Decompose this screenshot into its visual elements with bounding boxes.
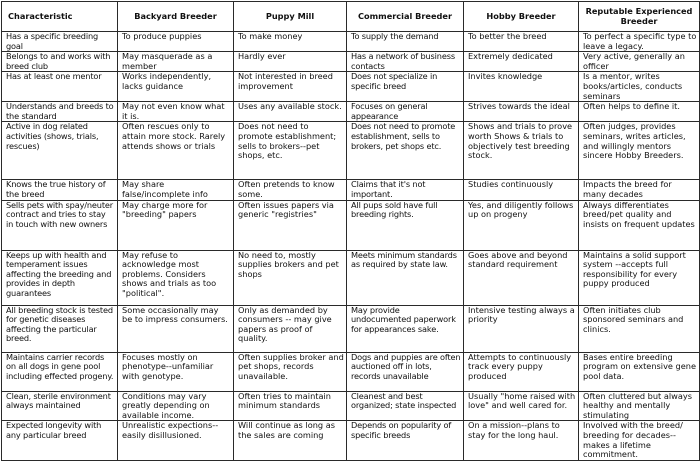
breeder-comparison-table	[1, 1, 700, 461]
table-row	[2, 391, 700, 421]
table-cell: Often initiates club sponsored seminars and clinics.	[579, 305, 700, 352]
table-cell: To produce puppies	[118, 32, 234, 52]
table-cell: Uses any available stock.	[234, 102, 347, 122]
table-cell: Yes, and diligently follows up on progeny	[464, 200, 579, 250]
table-cell: Bases entire breeding program on extensive gene pool data.	[579, 352, 700, 391]
table-cell: All pups sold have full breeding rights.	[347, 200, 464, 250]
table-cell: Dogs and puppies are often auctioned off in lots, records unavailable	[347, 352, 464, 391]
characteristic-cell: Understands and breeds to the standard	[2, 102, 118, 122]
table-cell: Usually "home raised with love" and well cared for.	[464, 391, 579, 421]
table-row	[2, 200, 700, 250]
table-cell: May refuse to acknowledge most problems. Considers shows and trials as too "political".	[118, 250, 234, 305]
table-cell: Maintains a solid support system --accepts full responsibility for every puppy produced	[579, 250, 700, 305]
table-cell: Impacts the breed for many decades	[579, 180, 700, 200]
characteristic-cell: Has at least one mentor	[2, 72, 118, 102]
table-cell: Does not need to promote establishment; sells to brokers--pet shops, etc.	[234, 122, 347, 180]
characteristic-cell: Clean, sterile environment always maintained	[2, 391, 118, 421]
characteristic-cell: Expected longevity with any particular breed	[2, 421, 118, 460]
table-cell: Will continue as long as the sales are coming	[234, 421, 347, 460]
table-cell: Only as demanded by consumers -- may give papers as proof of quality.	[234, 305, 347, 352]
table-row	[2, 250, 700, 305]
table-cell: Extremely dedicated	[464, 52, 579, 72]
table-cell: May share false/incomplete info	[118, 180, 234, 200]
table-cell: May not even know what it is.	[118, 102, 234, 122]
table-cell: Often pretends to know some.	[234, 180, 347, 200]
table-cell: To supply the demand	[347, 32, 464, 52]
table-cell: Invites knowledge	[464, 72, 579, 102]
table-cell: Not interested in breed improvement	[234, 72, 347, 102]
table-cell: No need to, mostly supplies brokers and pet shops	[234, 250, 347, 305]
table-cell: Claims that it's not important.	[347, 180, 464, 200]
characteristic-cell: Belongs to and works with breed club	[2, 52, 118, 72]
table-cell: Works independently, lacks guidance	[118, 72, 234, 102]
table-body	[2, 32, 700, 461]
table-row	[2, 352, 700, 391]
table-cell: Hardly ever	[234, 52, 347, 72]
table-cell: Conditions may vary greatly depending on available income.	[118, 391, 234, 421]
table-cell: Often rescues only to attain more stock. Rarely attends shows or trials	[118, 122, 234, 180]
column-header: Backyard Breeder	[118, 2, 234, 32]
table-cell: Often helps to define it.	[579, 102, 700, 122]
table-cell: Often supplies broker and pet shops, records unavailable.	[234, 352, 347, 391]
table-cell: Often cluttered but always healthy and mentally stimulating	[579, 391, 700, 421]
breeder-comparison-page	[1, 1, 699, 461]
table-row	[2, 102, 700, 122]
table-cell: Very active, generally an officer	[579, 52, 700, 72]
table-row	[2, 52, 700, 72]
table-cell: Always differentiates breed/pet quality and insists on frequent updates	[579, 200, 700, 250]
table-cell: Unrealistic expections-- easily disillusioned.	[118, 421, 234, 460]
table-cell: Focuses on general appearance	[347, 102, 464, 122]
table-cell: Depends on popularity of specific breeds	[347, 421, 464, 460]
table-cell: May provide undocumented paperwork for appearances sake.	[347, 305, 464, 352]
table-row	[2, 305, 700, 352]
table-cell: Is a mentor, writes books/articles, conducts seminars	[579, 72, 700, 102]
table-cell: Involved with the breed/ breeding for decades--makes a lifetime commitment.	[579, 421, 700, 460]
table-row	[2, 122, 700, 180]
table-cell: Meets minimum standards as required by state law.	[347, 250, 464, 305]
table-cell: Goes above and beyond standard requirement	[464, 250, 579, 305]
table-cell: Has a network of business contacts	[347, 52, 464, 72]
table-row	[2, 180, 700, 200]
characteristic-cell: Maintains carrier records on all dogs in gene pool including effected progeny.	[2, 352, 118, 391]
table-cell: Some occasionally may be to impress consumers.	[118, 305, 234, 352]
characteristic-cell: Knows the true history of the breed	[2, 180, 118, 200]
table-cell: May masquerade as a member	[118, 52, 234, 72]
characteristic-cell: Active in dog related activities (shows, trials, rescues)	[2, 122, 118, 180]
table-cell: Does not need to promote establishment, sells to brokers, pet shops etc.	[347, 122, 464, 180]
table-cell: On a mission--plans to stay for the long haul.	[464, 421, 579, 460]
characteristic-cell: All breeding stock is tested for genetic diseases affecting the particular breed.	[2, 305, 118, 352]
table-cell: Studies continuously	[464, 180, 579, 200]
column-header: Characteristic	[2, 2, 118, 32]
characteristic-cell: Sells pets with spay/neuter contract and tries to stay in touch with new owners	[2, 200, 118, 250]
table-cell: To make money	[234, 32, 347, 52]
table-cell: Intensive testing always a priority	[464, 305, 579, 352]
characteristic-cell: Keeps up with health and temperament issues affecting the breeding and provides in depth guarantees	[2, 250, 118, 305]
characteristic-cell: Has a specific breeding goal	[2, 32, 118, 52]
table-row	[2, 421, 700, 460]
table-cell: Strives towards the ideal	[464, 102, 579, 122]
table-cell: Often issues papers via generic "registries"	[234, 200, 347, 250]
table-cell: Focuses mostly on phenotype--unfamiliar with genotype.	[118, 352, 234, 391]
table-cell: To perfect a specific type to leave a legacy.	[579, 32, 700, 52]
column-header: Reputable Experienced Breeder	[579, 2, 700, 32]
table-row	[2, 72, 700, 102]
table-cell: Shows and trials to prove worth Shows & trials to objectively test breeding stock.	[464, 122, 579, 180]
column-header: Commercial Breeder	[347, 2, 464, 32]
table-cell: Cleanest and best organized; state inspected	[347, 391, 464, 421]
column-header: Puppy Mill	[234, 2, 347, 32]
table-cell: To better the breed	[464, 32, 579, 52]
header-row	[2, 2, 700, 32]
column-header: Hobby Breeder	[464, 2, 579, 32]
table-cell: Often judges, provides seminars, writes articles, and willingly mentors sincere Hobby Breeders.	[579, 122, 700, 180]
table-row	[2, 32, 700, 52]
table-cell: Often tries to maintain minimum standards	[234, 391, 347, 421]
table-cell: Attempts to continuously track every puppy produced	[464, 352, 579, 391]
table-cell: May charge more for "breeding" papers	[118, 200, 234, 250]
table-cell: Does not specialize in specific breed	[347, 72, 464, 102]
